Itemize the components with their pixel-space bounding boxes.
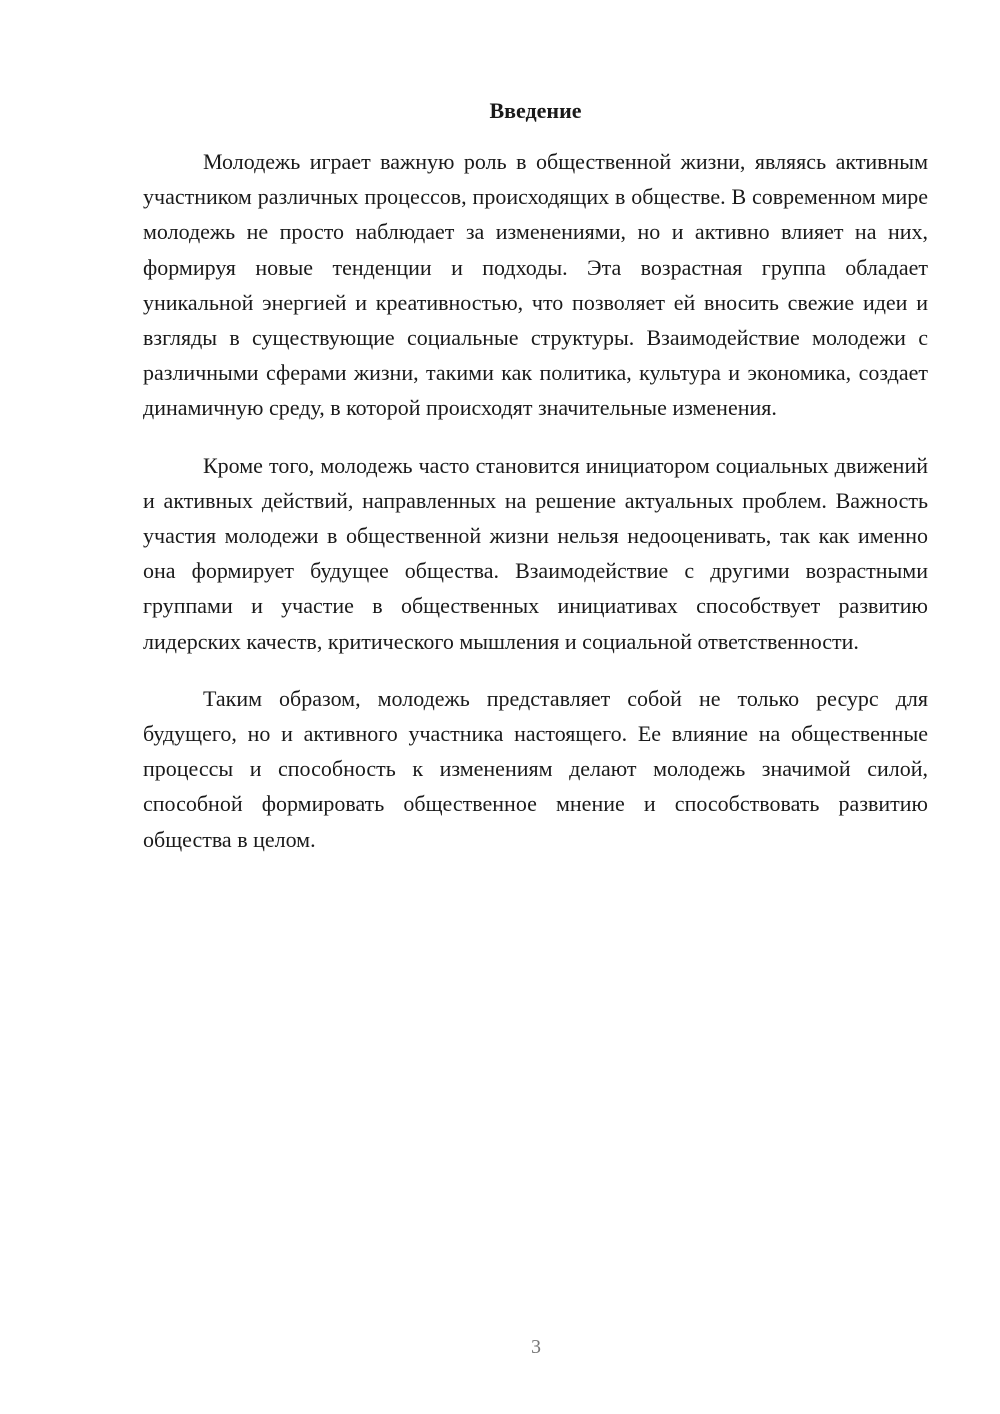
page-content [143,96,928,879]
paragraph-1: Молодежь играет важную роль в общественной жизни, являясь активным участником различных процессов, происходящих в обществе. В современном мире молодежь не просто наблюдает за изменениями, но и активно влияет на них, формируя новые тенденции и подходы. Эта возрастная группа обладает уникальной энергией и креативностью, что позволяет ей вносить свежие идеи и взгляды в существующие социальные структуры. Взаимодействие молодежи с различными сферами жизни, такими как политика, культура и экономика, создает динамичную среду, в которой происходят значительные изменения. [143,149,928,421]
page-number: 3 [531,1336,541,1358]
paragraph-3: Таким образом, молодежь представляет собой не только ресурс для будущего, но и активного участника настоящего. Ее влияние на общественные процессы и способность к изменениям делают молодежь значимой силой, способной формировать общественное мнение и способствовать развитию общества в целом. [143,685,928,852]
paragraph-2: Кроме того, молодежь часто становится инициатором социальных движений и активных действий, направленных на решение актуальных проблем. Важность участия молодежи в общественной жизни нельзя недооценивать, так как именно она формирует будущее общества. Взаимодействие с другими возрастными группами и участие в общественных инициативах способствует развитию лидерских качеств, критического мышления и социальной ответственности. [143,452,928,654]
section-title: Введение [489,98,582,123]
